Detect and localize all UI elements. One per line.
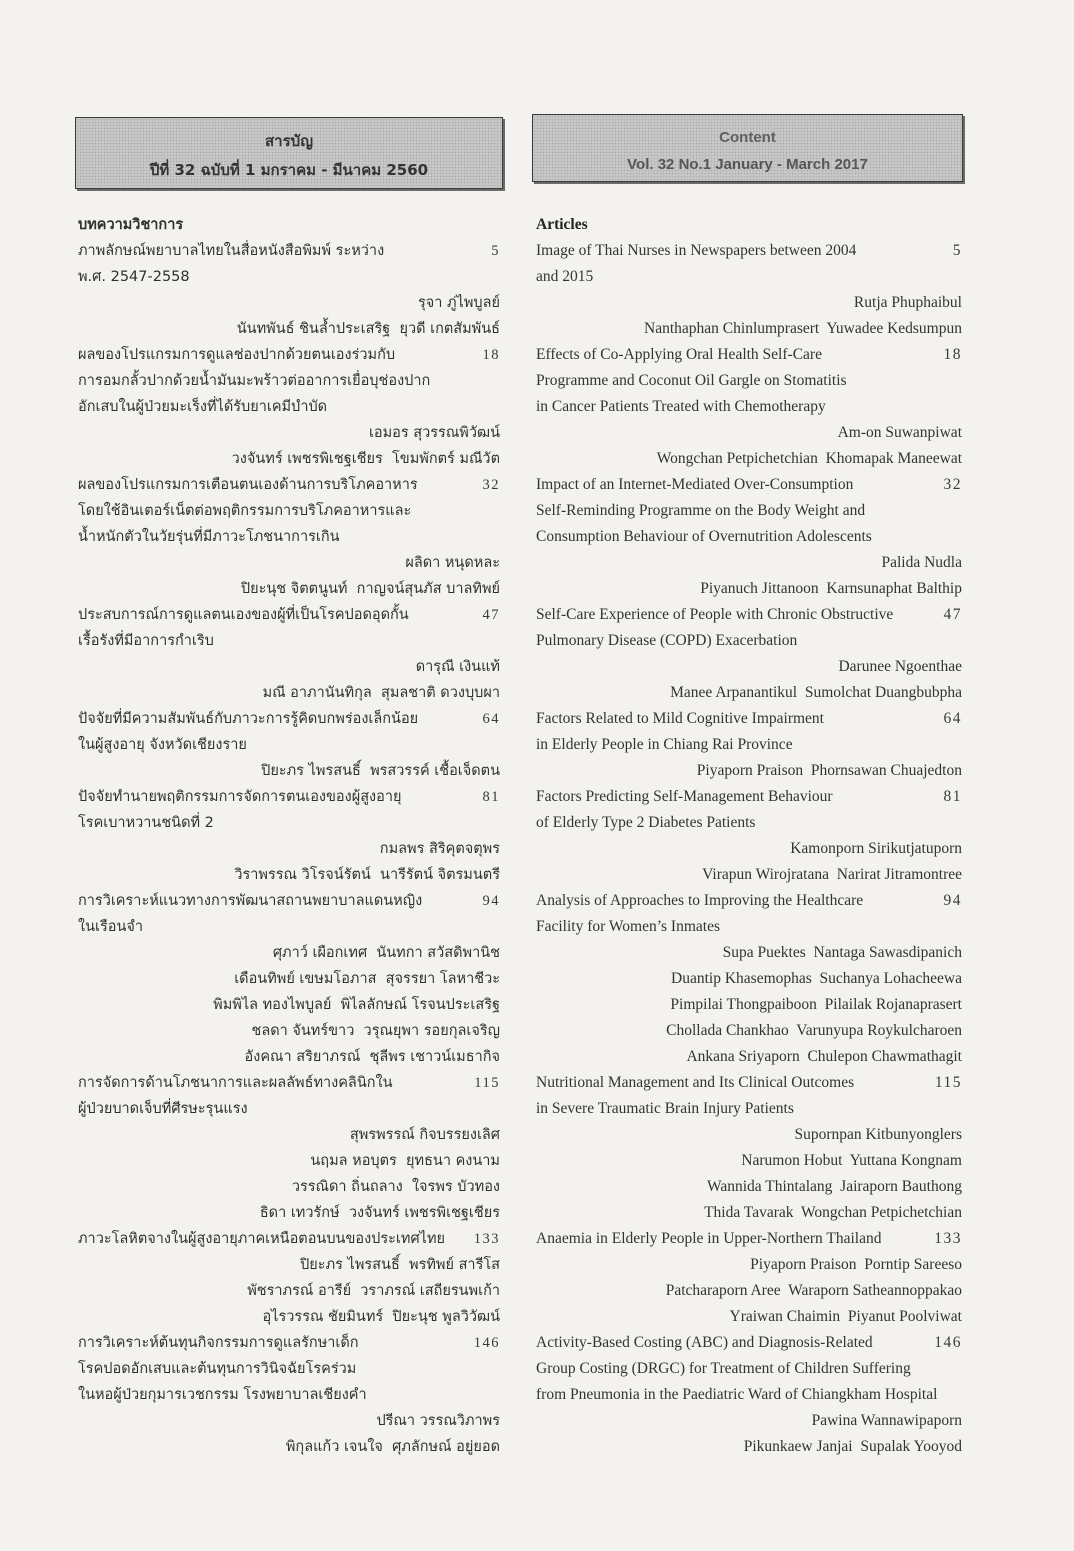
author-line: อุไรวรรณ ชัยมินทร์ ปิยะนุช พูลวิวัฒน์ — [262, 1309, 500, 1325]
toc-entry — [78, 888, 502, 1070]
toc-entry — [78, 602, 502, 706]
article-title-line — [536, 264, 964, 290]
author-line: Wongchan Petpichetchian Khomapak Maneewat — [656, 450, 962, 467]
toc-entry — [536, 1070, 964, 1226]
article-title-text: ปัจจัยทำนายพฤติกรรมการจัดการตนเองของผู้สูงอายุ — [78, 789, 402, 805]
page-number: 94 — [943, 892, 962, 909]
article-title-text: ในผู้สูงอายุ จังหวัดเชียงราย — [78, 737, 247, 753]
author-line: Piyanuch Jittanoon Karnsunaphat Balthip — [700, 580, 962, 597]
author-line: Pikunkaew Janjai Supalak Yooyod — [743, 1438, 962, 1455]
toc-entry — [536, 472, 964, 602]
author-line: Palida Nudla — [881, 554, 962, 571]
author-line: Kamonporn Sirikutjatuporn — [790, 840, 962, 857]
article-title-text: Nutritional Management and Its Clinical Outcomes — [536, 1074, 855, 1091]
article-title-text: การอมกลั้วปากด้วยน้ำมันมะพร้าวต่ออาการเยื่อบุช่องปาก — [78, 373, 431, 389]
toc-entry — [78, 342, 502, 472]
article-title-text: ภาวะโลหิตจางในผู้สูงอายุภาคเหนือตอนบนของประเทศไทย — [78, 1231, 445, 1247]
toc-title-thai: สารบัญ — [265, 132, 313, 150]
author-line: Narumon Hobut Yuttana Kongnam — [741, 1152, 962, 1169]
toc-entry — [536, 1330, 964, 1460]
article-title-line — [78, 1356, 502, 1382]
article-title-text: โดยใช้อินเตอร์เน็ตต่อพฤติกรรมการบริโภคอาหารและ — [78, 503, 412, 519]
article-title-text: Factors Related to Mild Cognitive Impairment — [536, 710, 824, 727]
article-title-text: ปัจจัยที่มีความสัมพันธ์กับภาวะการรู้คิดบกพร่องเล็กน้อย — [78, 711, 419, 727]
article-title-text: Anaemia in Elderly People in Upper-Northern Thailand — [536, 1230, 882, 1247]
author-line: ปิยะภร ไพรสนธิ์ พรทิพย์ สารีโส — [300, 1257, 500, 1273]
toc-entry — [536, 784, 964, 888]
article-title-text: ประสบการณ์การดูแลตนเองของผู้ที่เป็นโรคปอดอุดกั้น — [78, 607, 409, 623]
author-line: Manee Arpanantikul Sumolchat Duangbubpha — [670, 684, 962, 701]
author-line: วิราพรรณ วิโรจน์รัตน์ นารีรัตน์ จิตรมนตรี — [234, 867, 500, 883]
article-title-text: Effects of Co-Applying Oral Health Self-Care — [536, 346, 822, 363]
article-title-text: and 2015 — [536, 268, 594, 285]
author-line: วงจันทร์ เพชรพิเชฐเชียร โขมพักตร์ มณีวัต — [231, 451, 500, 467]
article-title-text: ผลของโปรแกรมการดูแลช่องปากด้วยตนเองร่วมกับ — [78, 347, 396, 363]
article-title-line — [536, 810, 964, 836]
article-title-line — [78, 1330, 502, 1356]
article-title-text: Consumption Behaviour of Overnutrition Adolescents — [536, 528, 872, 545]
toc-entry — [78, 238, 502, 342]
author-line: ปิยะนุช จิตตนูนท์ กาญจน์สุนภัส บาลทิพย์ — [240, 581, 500, 597]
article-title-line — [78, 368, 502, 394]
author-line: Duantip Khasemophas Suchanya Lohacheewa — [671, 970, 962, 987]
toc-entry — [536, 342, 964, 472]
article-title-text: การวิเคราะห์แนวทางการพัฒนาสถานพยาบาลแดนหญิง — [78, 893, 423, 909]
article-title-line — [78, 394, 502, 420]
article-title-line — [536, 1382, 964, 1408]
article-title-text: ผลของโปรแกรมการเตือนตนเองด้านการบริโภคอาหาร — [78, 477, 418, 493]
article-title-line — [78, 888, 502, 914]
article-title-text: อักเสบในผู้ป่วยมะเร็งที่ได้รับยาเคมีบำบัด — [78, 399, 328, 415]
article-title-line — [536, 888, 964, 914]
article-title-text: Impact of an Internet-Mediated Over-Consumption — [536, 476, 854, 493]
article-title-line — [78, 1382, 502, 1408]
toc-entry — [78, 1226, 502, 1330]
author-line: Chollada Chankhao Varunyupa Roykulcharoen — [666, 1022, 962, 1039]
toc-entry — [78, 1070, 502, 1226]
author-line: ชลดา จันทร์ขาว วรุณยุพา รอยกุลเจริญ — [251, 1023, 500, 1039]
page-number: 47 — [482, 607, 500, 623]
toc-entry — [78, 1330, 502, 1460]
article-title-text: Programme and Coconut Oil Gargle on Stomatitis — [536, 372, 847, 389]
author-line: รุจา ภู่ไพบูลย์ — [417, 295, 500, 311]
article-title-line — [536, 394, 964, 420]
author-line: Piyaporn Praison Phornsawan Chuajedton — [696, 762, 962, 779]
article-title-text: ในเรือนจำ — [78, 919, 143, 935]
article-title-text: Self-Reminding Programme on the Body Weight and — [536, 502, 866, 519]
article-title-line — [78, 784, 502, 810]
article-title-text: Pulmonary Disease (COPD) Exacerbation — [536, 632, 798, 649]
article-title-text: Analysis of Approaches to Improving the Healthcare — [536, 892, 864, 909]
author-line: ดารุณี เงินแท้ — [415, 659, 500, 675]
article-title-line — [536, 238, 964, 264]
article-title-line — [78, 602, 502, 628]
toc-entry — [536, 238, 964, 342]
author-line: พิกุลแก้ว เจนใจ ศุภลักษณ์ อยู่ยอด — [285, 1439, 500, 1455]
article-title-line — [536, 784, 964, 810]
article-title-text: Self-Care Experience of People with Chronic Obstructive — [536, 606, 894, 623]
article-title-line — [78, 1070, 502, 1096]
article-title-line — [536, 914, 964, 940]
toc-entry — [536, 888, 964, 1070]
article-title-line — [78, 628, 502, 654]
article-title-line — [78, 732, 502, 758]
article-title-line — [78, 1226, 502, 1252]
page-number: 64 — [482, 711, 500, 727]
article-title-text: โรคปอดอักเสบและต้นทุนการวินิจฉัยโรคร่วม — [78, 1361, 357, 1377]
author-line: พัชราภรณ์ อารีย์ วราภรณ์ เสถียรนพเก้า — [247, 1283, 500, 1299]
page-number: 81 — [482, 789, 500, 805]
author-line: เอมอร สุวรรณพิวัฒน์ — [368, 425, 500, 441]
author-line: Pimpilai Thongpaiboon Pilailak Rojanaprasert — [670, 996, 962, 1013]
article-title-line — [78, 914, 502, 940]
article-title-line — [536, 732, 964, 758]
article-title-line — [536, 472, 964, 498]
article-title-text: พ.ศ. 2547-2558 — [78, 269, 190, 285]
issue-label-thai: ปีที่ 32 ฉบับที่ 1 มกราคม - มีนาคม 2560 — [149, 161, 429, 179]
page-number: 32 — [482, 477, 500, 493]
article-title-line — [536, 1070, 964, 1096]
page-number: 115 — [474, 1075, 500, 1091]
article-title-line — [536, 602, 964, 628]
author-line: Patcharaporn Aree Waraporn Satheannoppakao — [665, 1282, 962, 1299]
article-title-text: from Pneumonia in the Paediatric Ward of Chiangkham Hospital — [536, 1386, 938, 1403]
page-number: 146 — [934, 1334, 962, 1351]
article-title-line — [536, 342, 964, 368]
article-title-line — [536, 628, 964, 654]
article-title-text: ภาพลักษณ์พยาบาลไทยในสื่อหนังสือพิมพ์ ระหว่าง — [78, 243, 385, 259]
author-line: Rutja Phuphaibul — [853, 294, 962, 311]
author-line: ผลิดา หนุดหละ — [405, 555, 500, 571]
author-line: เดือนทิพย์ เขษมโอภาส สุจรรยา โลหาชีวะ — [234, 971, 500, 987]
article-title-text: เรื้อรังที่มีอาการกำเริบ — [78, 633, 214, 649]
article-title-line — [78, 524, 502, 550]
article-title-line — [536, 1356, 964, 1382]
toc-header-thai — [75, 117, 503, 189]
page-number: 81 — [943, 788, 962, 805]
article-title-line — [78, 706, 502, 732]
page-number: 115 — [934, 1074, 962, 1091]
article-title-text: ผู้ป่วยบาดเจ็บที่ศีรษะรุนแรง — [78, 1101, 248, 1117]
author-line: Supa Puektes Nantaga Sawasdipanich — [722, 944, 962, 961]
article-title-line — [78, 810, 502, 836]
author-line: พิมพิไล ทองไพบูลย์ พิไลลักษณ์ โรจนประเสริฐ — [213, 997, 500, 1013]
author-line: สุพรพรรณ์ กิจบรรยงเลิศ — [349, 1127, 500, 1143]
author-line: Yraiwan Chaimin Piyanut Poolviwat — [729, 1308, 962, 1325]
article-title-line — [78, 264, 502, 290]
section-heading: Articles — [536, 216, 588, 233]
author-line: กมลพร สิริคุตจตุพร — [379, 841, 500, 857]
article-title-line — [78, 498, 502, 524]
article-title-line — [536, 498, 964, 524]
section-heading: บทความวิชาการ — [78, 217, 184, 233]
toc-entry — [78, 472, 502, 602]
author-line: Ankana Sriyaporn Chulepon Chawmathagit — [686, 1048, 962, 1065]
article-title-line — [536, 706, 964, 732]
issue-label-english: Vol. 32 No.1 January - March 2017 — [627, 156, 868, 173]
author-line: Virapun Wirojratana Narirat Jitramontree — [702, 866, 962, 883]
toc-entry — [536, 706, 964, 784]
article-title-text: Group Costing (DRGC) for Treatment of Children Suffering — [536, 1360, 911, 1377]
toc-column-thai — [78, 212, 502, 1460]
page-number: 5 — [491, 243, 500, 259]
article-title-line — [78, 342, 502, 368]
author-line: นันทพันธ์ ชินล้ำประเสริฐ ยุวดี เกตสัมพันธ์ — [236, 321, 500, 337]
author-line: Thida Tavarak Wongchan Petpichetchian — [704, 1204, 962, 1221]
author-line: อังคณา สริยาภรณ์ ชุลีพร เชาวน์เมธากิจ — [244, 1049, 500, 1065]
toc-column-english — [536, 212, 964, 1460]
page-number: 146 — [473, 1335, 500, 1351]
article-title-line — [78, 1096, 502, 1122]
article-title-text: ในหอผู้ป่วยกุมารเวชกรรม โรงพยาบาลเชียงคำ — [78, 1387, 367, 1403]
author-line: Nanthaphan Chinlumprasert Yuwadee Kedsumpun — [644, 320, 962, 337]
page-number: 133 — [934, 1230, 962, 1247]
toc-title-english: Content — [719, 129, 776, 146]
article-title-text: การจัดการด้านโภชนาการและผลลัพธ์ทางคลินิกใน — [78, 1075, 393, 1091]
author-line: Pawina Wannawipaporn — [811, 1412, 962, 1429]
author-line: มณี อาภานันทิกุล สุมลชาติ ดวงบุบผา — [262, 685, 500, 701]
page-number: 18 — [943, 346, 962, 363]
article-title-line — [78, 238, 502, 264]
article-title-text: การวิเคราะห์ต้นทุนกิจกรรมการดูแลรักษาเด็ก — [78, 1335, 359, 1351]
toc-entry — [78, 706, 502, 784]
page-number: 47 — [943, 606, 962, 623]
article-title-line — [536, 524, 964, 550]
author-line: ปรีณา วรรณวิภาพร — [376, 1413, 500, 1429]
article-title-text: โรคเบาหวานชนิดที่ 2 — [78, 815, 214, 831]
article-title-line — [78, 472, 502, 498]
article-title-text: of Elderly Type 2 Diabetes Patients — [536, 814, 756, 831]
article-title-text: Factors Predicting Self-Management Behaviour — [536, 788, 833, 805]
author-line: ศุภาว์ เผือกเทศ นันทกา สวัสดิพานิช — [272, 945, 500, 961]
page-number: 5 — [952, 242, 962, 259]
toc-entry — [536, 602, 964, 706]
page-number: 94 — [482, 893, 500, 909]
author-line: Piyaporn Praison Porntip Sareeso — [750, 1256, 962, 1273]
author-line: ปิยะภร ไพรสนธิ์ พรสวรรค์ เชื้อเจ็ดตน — [261, 763, 500, 779]
author-line: Darunee Ngoenthae — [838, 658, 962, 675]
toc-header-english — [532, 114, 963, 182]
author-line: Supornpan Kitbunyonglers — [794, 1126, 962, 1143]
article-title-text: Activity-Based Costing (ABC) and Diagnosis-Related — [536, 1334, 873, 1351]
page-number: 32 — [943, 476, 962, 493]
article-title-line — [536, 1096, 964, 1122]
author-line: นฤมล หอบุตร ยุทธนา คงนาม — [310, 1153, 500, 1169]
article-title-text: Facility for Women’s Inmates — [536, 918, 721, 935]
article-title-line — [536, 368, 964, 394]
page-number: 64 — [943, 710, 962, 727]
page-number: 18 — [482, 347, 500, 363]
article-title-text: in Severe Traumatic Brain Injury Patients — [536, 1100, 794, 1117]
article-title-line — [536, 1330, 964, 1356]
toc-entry — [78, 784, 502, 888]
article-title-line — [536, 1226, 964, 1252]
article-title-text: Image of Thai Nurses in Newspapers between 2004 — [536, 242, 857, 259]
article-title-text: น้ำหนักตัวในวัยรุ่นที่มีภาวะโภชนาการเกิน — [78, 529, 340, 545]
article-title-text: in Cancer Patients Treated with Chemotherapy — [536, 398, 826, 415]
article-title-text: in Elderly People in Chiang Rai Province — [536, 736, 793, 753]
toc-entry — [536, 1226, 964, 1330]
author-line: ธิดา เทวรักษ์ วงจันทร์ เพชรพิเชฐเชียร — [259, 1205, 500, 1221]
page-number: 133 — [473, 1231, 500, 1247]
author-line: วรรณิดา ถิ่นถลาง ใจรพร บัวทอง — [291, 1179, 500, 1195]
author-line: Wannida Thintalang Jairaporn Bauthong — [706, 1178, 962, 1195]
author-line: Am-on Suwanpiwat — [837, 424, 962, 441]
